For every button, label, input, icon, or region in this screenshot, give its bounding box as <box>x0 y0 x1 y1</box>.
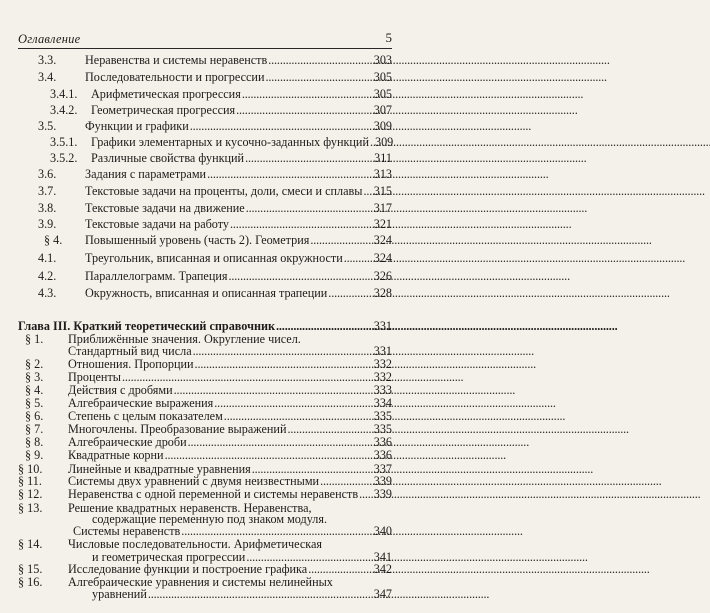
entry-number: § 4. <box>25 383 44 397</box>
entry-number: § 10. <box>18 462 43 476</box>
dot-leader <box>148 586 373 602</box>
entry-title: Повышенный уровень (часть 2). Геометрия <box>85 233 310 247</box>
entry-title: Текстовые задачи на работу <box>85 217 229 231</box>
entry-page-number: 331 <box>373 319 392 333</box>
entry-title: Геометрическая прогрессия <box>91 103 236 117</box>
entry-number: 3.6. <box>38 167 57 181</box>
entry-page-number: 305 <box>373 87 392 101</box>
toc-entry <box>38 183 392 199</box>
entry-page-number: 311 <box>374 151 392 165</box>
entry-page-number: 313 <box>373 167 392 181</box>
entry-title: Алгебраические уравнения и системы нелинейных <box>68 575 333 589</box>
entry-title: Текстовые задачи на движение <box>85 201 245 215</box>
entry-page-number: 336 <box>373 448 392 462</box>
toc-entry <box>38 200 392 216</box>
header-title: Оглавление <box>18 32 81 46</box>
entry-page-number: 332 <box>373 357 392 371</box>
toc-entry <box>18 586 392 602</box>
entry-page-number: 328 <box>373 286 392 300</box>
entry-title: Параллелограмм. Трапеция <box>85 269 228 283</box>
entry-page-number: 317 <box>373 201 392 215</box>
toc-entry <box>38 52 392 68</box>
entry-title: Текстовые задачи на проценты, доли, смеси и сплавы <box>85 184 363 198</box>
entry-number: § 3. <box>25 370 44 384</box>
entry-number: § 13. <box>18 501 43 515</box>
entry-page-number: 334 <box>373 396 392 410</box>
entry-title: Неравенства и системы неравенств <box>85 53 268 67</box>
entry-title: Многочлены. Преобразование выражений <box>68 422 287 436</box>
entry-title: Алгебраические выражения <box>68 396 214 410</box>
entry-title: Степень с целым показателем <box>68 409 223 423</box>
entry-page-number: 335 <box>373 422 392 436</box>
dot-leader <box>344 250 373 266</box>
dot-leader <box>245 150 373 166</box>
toc-entry <box>50 150 392 166</box>
entry-title: Алгебраические дроби <box>68 435 187 449</box>
toc-entry <box>38 285 392 301</box>
toc-entry <box>38 250 392 266</box>
entry-number: § 14. <box>18 537 43 551</box>
entry-title: Графики элементарных и кусочно-заданных функций <box>91 135 369 149</box>
entry-page-number: 309 <box>374 135 394 149</box>
toc-entry <box>44 232 392 248</box>
entry-number: § 12. <box>18 487 43 501</box>
entry-number: 3.3. <box>38 53 57 67</box>
toc-entry <box>38 118 392 134</box>
entry-number: 4.3. <box>38 286 57 300</box>
dot-leader <box>246 200 373 216</box>
entry-number: 3.9. <box>38 217 57 231</box>
dot-leader <box>363 183 372 199</box>
dot-leader <box>242 86 373 102</box>
entry-page-number: 305 <box>373 70 392 84</box>
entry-page-number: 341 <box>373 550 392 564</box>
entry-number: § 1. <box>25 332 44 346</box>
entry-page-number: 307 <box>373 103 392 117</box>
dot-leader <box>207 166 373 182</box>
header-page-number: 5 <box>385 30 392 45</box>
dot-leader <box>229 268 373 284</box>
entry-number: § 4. <box>44 233 63 247</box>
entry-number: 3.5.1. <box>50 135 78 149</box>
entry-page-number: 324 <box>373 251 392 265</box>
toc-entry <box>38 268 392 284</box>
entry-number: § 16. <box>18 575 43 589</box>
entry-title: Окружность, вписанная и описанная трапеции <box>85 286 328 300</box>
dot-leader <box>328 285 372 301</box>
entry-number: § 6. <box>25 409 44 423</box>
entry-number: 3.8. <box>38 201 57 215</box>
entry-title: Функции и графики <box>85 119 189 133</box>
entry-title: и геометрическая прогрессии <box>92 550 246 564</box>
entry-page-number: 339 <box>373 474 392 488</box>
entry-title: Действия с дробями <box>68 383 173 397</box>
entry-title: Числовые последовательности. Арифметическая <box>68 537 323 551</box>
dot-leader <box>310 232 372 248</box>
dot-leader <box>268 52 372 68</box>
entry-title: Арифметическая прогрессия <box>91 87 241 101</box>
entry-title: Решение квадратных неравенств. Неравенства, <box>68 501 312 515</box>
entry-title: Задания с параметрами <box>85 167 207 181</box>
entry-page-number: 335 <box>373 409 392 423</box>
dot-leader <box>265 69 372 85</box>
entry-title: Исследование функции и построение графика <box>68 562 308 576</box>
entry-title: Различные свойства функций <box>91 151 245 165</box>
entry-title: Последовательности и прогрессии <box>85 70 265 84</box>
entry-number: § 7. <box>25 422 44 436</box>
entry-title: Системы двух уравнений с двумя неизвестными <box>68 474 320 488</box>
entry-page-number: 333 <box>373 383 392 397</box>
entry-title: Проценты <box>68 370 121 384</box>
entry-title: Квадратные корни <box>68 448 164 462</box>
dot-leader <box>236 102 373 118</box>
entry-page-number: 303 <box>373 53 392 67</box>
entry-title: уравнений <box>92 587 147 601</box>
dot-leader <box>190 118 373 134</box>
entry-number: 4.2. <box>38 269 57 283</box>
entry-page-number: 321 <box>373 217 392 231</box>
toc-entry <box>50 134 392 150</box>
page-header <box>18 0 392 49</box>
entry-number: 3.7. <box>38 184 57 198</box>
entry-title: Стандартный вид числа <box>68 344 192 358</box>
entry-page-number: 332 <box>373 370 392 384</box>
entry-page-number: 336 <box>373 435 392 449</box>
entry-title: содержащие переменную под знаком модуля. <box>92 512 328 526</box>
entry-title: Системы неравенств <box>73 524 181 538</box>
entry-number: 3.4. <box>38 70 57 84</box>
entry-number: 3.5. <box>38 119 57 133</box>
entry-page-number: 340 <box>373 524 392 538</box>
entry-number: § 8. <box>25 435 44 449</box>
toc-entry <box>38 166 392 182</box>
entry-page-number: 315 <box>373 184 392 198</box>
toc-entry <box>38 69 392 85</box>
entry-title: Треугольник, вписанная и описанная окружности <box>85 251 343 265</box>
entry-number: § 9. <box>25 448 44 462</box>
entry-title: Линейные и квадратные уравнения <box>68 462 251 476</box>
entry-title: Неравенства с одной переменной и системы неравенств <box>68 487 359 501</box>
dot-leader <box>230 216 373 232</box>
entry-page-number: 347 <box>373 587 392 601</box>
entry-number: 3.5.2. <box>50 151 78 165</box>
toc-entry <box>50 86 392 102</box>
entry-page-number: 337 <box>373 462 392 476</box>
entry-title: Глава III. Краткий теоретический справочник <box>18 319 276 333</box>
entry-number: 3.4.1. <box>50 87 78 101</box>
entry-page-number: 326 <box>373 269 392 283</box>
entry-page-number: 331 <box>373 344 392 358</box>
entry-page-number: 339 <box>373 487 392 501</box>
toc-entry <box>38 216 392 232</box>
entry-number: § 15. <box>18 562 43 576</box>
entry-page-number: 324 <box>373 233 392 247</box>
entry-number: 3.4.2. <box>50 103 78 117</box>
entry-title: Приближённые значения. Округление чисел. <box>68 332 301 346</box>
entry-number: 4.1. <box>38 251 57 265</box>
dot-leader <box>370 134 374 150</box>
entry-number: § 5. <box>25 396 44 410</box>
entry-page-number: 342 <box>373 562 392 576</box>
entry-title: Отношения. Пропорции <box>68 357 194 371</box>
entry-number: § 2. <box>25 357 44 371</box>
entry-number: § 11. <box>18 474 42 488</box>
entry-page-number: 309 <box>373 119 392 133</box>
toc-entry <box>50 102 392 118</box>
